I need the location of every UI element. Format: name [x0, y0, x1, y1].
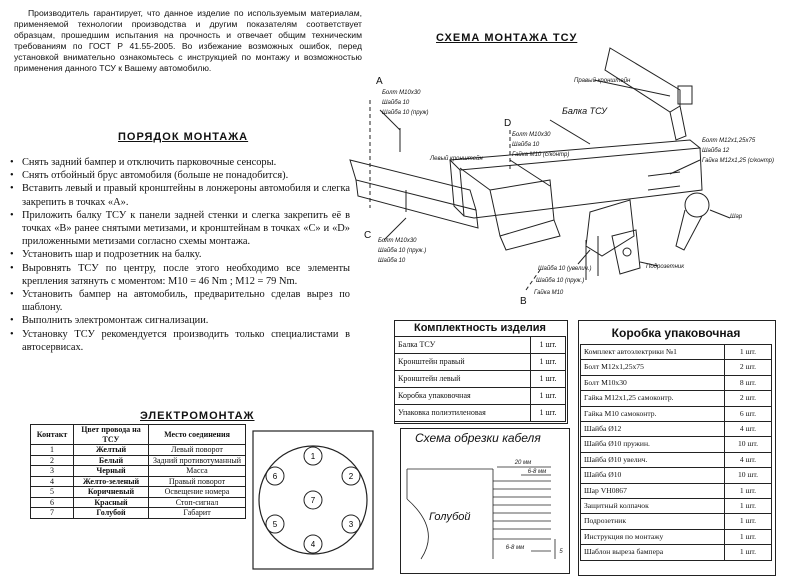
contact-number: 7	[31, 508, 74, 519]
table-row	[581, 360, 772, 375]
pin-label: 2	[348, 472, 354, 481]
table-header-row	[31, 425, 246, 445]
pack-item-name: Шайба Ø12	[581, 422, 725, 437]
pin-label: 4	[310, 540, 316, 549]
table-row	[581, 452, 772, 467]
install-step: • Установку ТСУ рекомендуется производить только специалистами в автосервисах.	[8, 328, 350, 354]
c-washer-label: Шайба 10	[378, 258, 406, 264]
warranty-text: Производитель гарантирует, что данное изделие по используемым материалам, применяемой технологии производства и другим показателям соответствует образцам, прошедшим испытания на прочность и отвечает общим техническим требованиям по ГОСТ Р 41.55-2005. Во избежание возможных ошибок, перед установкой внимательно ознакомьтесь с инструкцией по монтажу и возможностью применения данного ТСУ к Вашему автомобилю.	[14, 8, 362, 73]
a-washer-label: Шайба 10	[382, 100, 410, 106]
socket-pin	[304, 447, 322, 465]
table-row	[395, 371, 566, 388]
pin-label: 5	[272, 520, 278, 529]
table-row	[31, 466, 246, 477]
socket-diagram	[252, 430, 374, 570]
connection-place: Масса	[149, 466, 246, 477]
pin-label: 3	[348, 520, 354, 529]
pack-item-qty: 1 шт.	[725, 514, 772, 529]
table-row	[581, 483, 772, 498]
wire-color: Коричневый	[74, 487, 149, 498]
pack-item-qty: 1 шт.	[725, 345, 772, 360]
install-step: • Снять задний бампер и отключить парковочные сенсоры.	[8, 156, 350, 169]
table-row	[31, 508, 246, 519]
pack-item-qty: 1 шт.	[725, 499, 772, 514]
pack-item-qty: 1 шт.	[725, 483, 772, 498]
connection-place: Освещение номера	[149, 487, 246, 498]
d-washer-label: Шайба 10	[512, 142, 540, 148]
pack-item-qty: 1 шт.	[725, 529, 772, 544]
cable-title: Схема обрезки кабеля	[415, 431, 541, 445]
point-c-label: C	[364, 230, 372, 241]
pack-item-name: Защитный колпачок	[581, 499, 725, 514]
install-step: • Выполнить электромонтаж сигнализации.	[8, 314, 350, 327]
table-row	[31, 455, 246, 466]
diagram-title: СХЕМА МОНТАЖА ТСУ	[436, 32, 578, 44]
kit-item-name: Кронштейн левый	[395, 371, 531, 388]
point-d-label: D	[504, 118, 512, 129]
install-step: • Установить бампер на автомобиль, предварительно сделав вырез по шаблону.	[8, 288, 350, 314]
electrical-table	[30, 424, 246, 519]
contact-number: 2	[31, 455, 74, 466]
ball-washer-label: Шайба 12	[702, 148, 730, 154]
table-row	[581, 514, 772, 529]
kit-item-name: Кронштейн правый	[395, 354, 531, 371]
warranty-notice	[14, 8, 362, 74]
table-row	[395, 388, 566, 405]
pack-item-qty: 2 шт.	[725, 360, 772, 375]
point-a-label: A	[376, 76, 383, 87]
table-row	[581, 375, 772, 390]
dim-strip: 6-8 мм	[527, 469, 547, 475]
table-row	[581, 499, 772, 514]
pack-item-qty: 10 шт.	[725, 468, 772, 483]
c-washer2-label: Шайба 10 (пруж.)	[378, 248, 427, 254]
pack-item-name: Болт M12x1,25x75	[581, 360, 725, 375]
pack-item-name: Шайба Ø10	[581, 468, 725, 483]
left-bracket-label: Левый кронштейн	[430, 156, 483, 162]
wire-color: Белый	[74, 455, 149, 466]
kit-item-qty: 1 шт.	[531, 405, 566, 422]
contact-number: 3	[31, 466, 74, 477]
install-step: • Выровнять ТСУ по центру, после этого необходимо все элементы крепления затянуть с моментом: M10 = 46 Nm ; M12 = 79 Nm.	[8, 262, 350, 288]
kit-item-qty: 1 шт.	[531, 388, 566, 405]
right-bracket-label: Правый кронштейн	[574, 78, 631, 84]
socket-pin	[266, 467, 284, 485]
d-bolt-label: Болт M10x30	[512, 132, 551, 138]
table-row	[581, 468, 772, 483]
b-nut-label: Гайка M10	[534, 290, 564, 296]
cable-drawing	[401, 429, 569, 573]
table-row	[31, 445, 246, 456]
contact-number: 1	[31, 445, 74, 456]
pack-title: Коробка упаковочная	[611, 326, 741, 340]
table-row	[581, 437, 772, 452]
pack-item-qty: 6 шт.	[725, 406, 772, 421]
col-header-place: Место соединения	[149, 425, 246, 445]
wire-color: Черный	[74, 466, 149, 477]
socket-plate-label: Подрозетник	[646, 264, 685, 270]
pack-item-qty: 4 шт.	[725, 452, 772, 467]
pin-label: 1	[310, 452, 316, 461]
install-step: • Снять отбойный брус автомобиля (больше не понадобится).	[8, 169, 350, 182]
col-header-color: Цвет провода на ТСУ	[74, 425, 149, 445]
dim-total: 20 мм	[514, 460, 532, 466]
connection-place: Левый поворот	[149, 445, 246, 456]
pack-item-name: Гайка M10 самоконтр.	[581, 406, 725, 421]
connection-place: Правый поворот	[149, 476, 246, 487]
c-bolt-label: Болт M10x30	[378, 238, 417, 244]
kit-item-name: Упаковка полиэтиленовая	[395, 405, 531, 422]
col-header-contact: Контакт	[31, 425, 74, 445]
a-bolt-label: Болт M10x30	[382, 90, 421, 96]
pack-table	[580, 344, 772, 561]
connection-place: Задний противотуманный	[149, 455, 246, 466]
install-step: • Установить шар и подрозетник на балку.	[8, 248, 350, 261]
pack-item-qty: 10 шт.	[725, 437, 772, 452]
pack-item-name: Шайба Ø10 пружин.	[581, 437, 725, 452]
socket-pin	[304, 535, 322, 553]
table-row	[581, 529, 772, 544]
pack-item-name: Подрозетник	[581, 514, 725, 529]
table-row	[581, 345, 772, 360]
kit-item-name: Коробка упаковочная	[395, 388, 531, 405]
dim-bottom: 6-8 мм	[505, 545, 525, 551]
pack-item-name: Комплект автоэлектрики №1	[581, 345, 725, 360]
wire-label: Голубой	[429, 511, 471, 523]
table-row	[395, 405, 566, 422]
install-step: • Приложить балку ТСУ к панели задней стенки и слегка закрепить её в точках «В» ранее снятыми метизами, и кронштейнам в точках «С» и «D» приложенными метизами согласно схемы монтажа.	[8, 209, 350, 249]
table-row	[31, 497, 246, 508]
wire-color: Желтый	[74, 445, 149, 456]
pack-item-name: Шайба Ø10 увелич.	[581, 452, 725, 467]
pack-item-name: Шар VH0867	[581, 483, 725, 498]
installation-title: ПОРЯДОК МОНТАЖА	[118, 131, 249, 143]
kit-item-name: Балка ТСУ	[395, 337, 531, 354]
table-row	[395, 337, 566, 354]
socket-pin	[304, 491, 322, 509]
table-row	[581, 422, 772, 437]
kit-item-qty: 1 шт.	[531, 337, 566, 354]
kit-table	[394, 336, 566, 422]
contact-number: 4	[31, 476, 74, 487]
pack-item-name: Гайка M12x1,25 самоконтр.	[581, 391, 725, 406]
table-row	[581, 391, 772, 406]
table-row	[581, 406, 772, 421]
pack-item-qty: 1 шт.	[725, 545, 772, 560]
pack-item-qty: 4 шт.	[725, 422, 772, 437]
table-row	[31, 476, 246, 487]
a-washer2-label: Шайба 10 (пруж)	[382, 110, 429, 116]
socket-pin	[342, 515, 360, 533]
table-row	[581, 545, 772, 560]
installation-steps	[8, 156, 350, 354]
cable-scheme	[400, 428, 570, 574]
table-row	[31, 487, 246, 498]
connection-place: Стоп-сигнал	[149, 497, 246, 508]
b-washer-label: Шайба 10 (увелич.)	[538, 266, 592, 272]
b-washer2-label: Шайба 10 (пруж.)	[536, 278, 585, 284]
pack-item-name: Шаблон выреза бампера	[581, 545, 725, 560]
pack-item-qty: 2 шт.	[725, 391, 772, 406]
table-row	[395, 354, 566, 371]
beam-label: Балка ТСУ	[562, 106, 607, 116]
socket-pin	[266, 515, 284, 533]
pin-label: 7	[310, 496, 316, 505]
ball-bolt-label: Болт M12x1,25x75	[702, 138, 756, 144]
point-b-label: B	[520, 296, 527, 307]
contact-number: 6	[31, 497, 74, 508]
contact-number: 5	[31, 487, 74, 498]
kit-title: Комплектность изделия	[414, 322, 546, 334]
electrical-title: ЭЛЕКТРОМОНТАЖ	[140, 410, 255, 422]
socket-pin	[342, 467, 360, 485]
wire-color: Голубой	[74, 508, 149, 519]
d-nut-label: Гайка M10 (с/контр)	[512, 152, 570, 158]
dim-side: 5	[559, 549, 563, 555]
kit-item-qty: 1 шт.	[531, 371, 566, 388]
ball-label: Шар	[730, 214, 743, 220]
pack-item-name: Инструкция по монтажу	[581, 529, 725, 544]
pack-item-qty: 8 шт.	[725, 375, 772, 390]
connection-place: Габарит	[149, 508, 246, 519]
install-step: • Вставить левый и правый кронштейны в лонжероны автомобиля и слегка закрепить в точках «А».	[8, 182, 350, 208]
kit-item-qty: 1 шт.	[531, 354, 566, 371]
wire-color: Желто-зеленый	[74, 476, 149, 487]
pin-label: 6	[272, 472, 278, 481]
ball-nut-label: Гайка M12x1,25 (с/контр)	[702, 158, 774, 164]
pack-item-name: Болт M10x30	[581, 375, 725, 390]
wire-color: Красный	[74, 497, 149, 508]
